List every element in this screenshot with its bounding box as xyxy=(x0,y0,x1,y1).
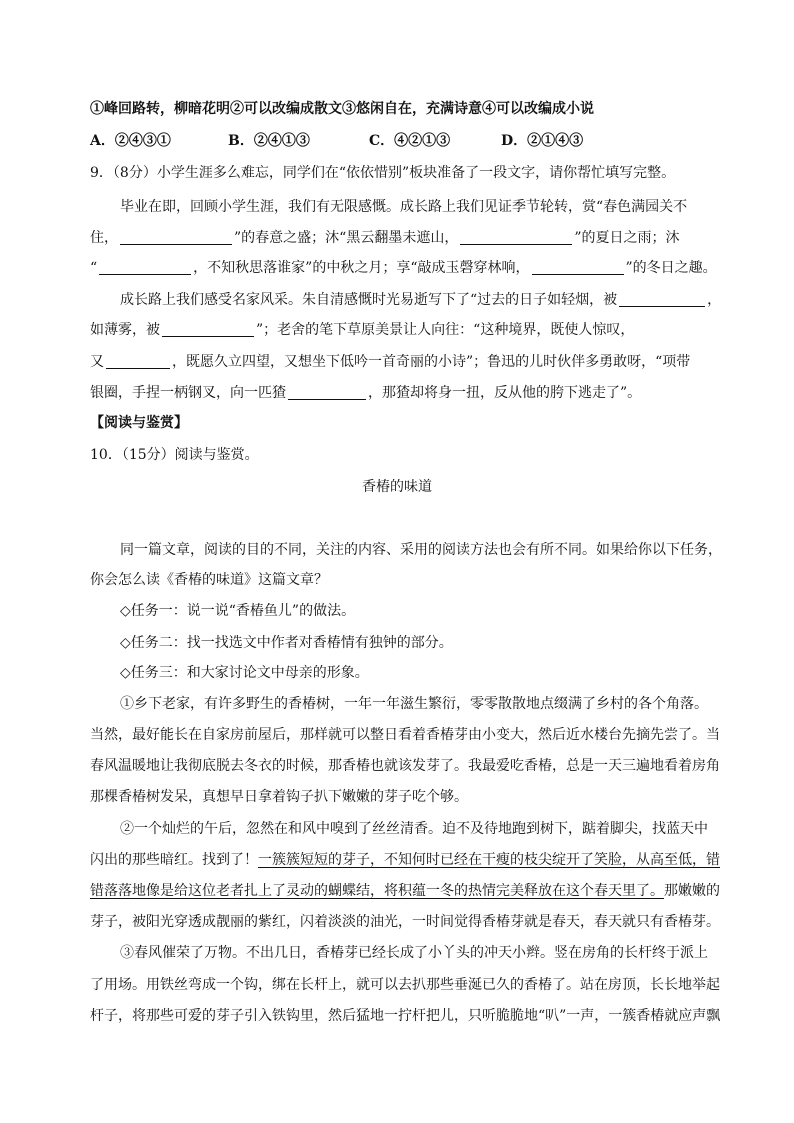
q9-header: 9．（8分）小学生涯多么难忘，同学们在“依依惜别”板块准备了一段文字，请你帮忙填写完整。 xyxy=(90,165,676,181)
para3-line1: ③春风催荣了万物。不出几日，香椿芽已经长成了小丫头的冲天小辫。竖在房角的长杆终于派上 xyxy=(120,945,708,961)
blank-6[interactable] xyxy=(162,322,254,337)
blank-2[interactable] xyxy=(460,230,572,245)
text: ”；老舍的笔下草原美景让人向往：“这种境界，既使人惊叹， xyxy=(256,322,635,338)
text: ，那猹却将身一扭，反从他的胯下逃走了”。 xyxy=(368,385,642,401)
text: ，既愿久立四望，又想坐下低吟一首奇丽的小诗”；鲁迅的儿时伙伴多勇敢呀，“项带 xyxy=(172,354,691,370)
text: “ xyxy=(90,260,98,276)
q9-p1-line1: 毕业在即，回顾小学生涯，我们有无限感慨。成长路上我们见证季节轮转，赏“春色满园关不 xyxy=(120,199,688,215)
text: 住， xyxy=(90,230,118,246)
para2-line1: ②一个灿烂的午后，忽然在和风中嗅到了丝丝清香。迫不及待地跑到树下，踮着脚尖，找蓝天中 xyxy=(120,821,708,837)
para2-line3 xyxy=(90,882,720,900)
text: 成长路上我们感受名家风采。朱自清感慨时光易逝写下了“过去的日子如轻烟，被 xyxy=(120,292,618,308)
text: ”的冬日之趣。 xyxy=(625,260,717,276)
task-1: ◇任务一：说一说“香椿鱼儿”的做法。 xyxy=(120,603,356,619)
text: 银圈，手捏一柄钢叉，向一匹猹 xyxy=(90,385,286,401)
text: 闪出的那些暗红。找到了！ xyxy=(90,852,258,868)
q8-choice-b: B．②④①③ xyxy=(228,133,310,149)
para3-line2: 了用场。用铁丝弯成一个钩，绑在长杆上，就可以去扒那些垂涎已久的香椿了。站在房顶，长长地举起 xyxy=(90,977,720,993)
intro-line2: 你会怎么读《香椿的味道》这篇文章？ xyxy=(90,572,328,588)
q8-options-line: ①峰回路转，柳暗花明②可以改编成散文③悠闲自在，充满诗意④可以改编成小说 xyxy=(90,101,594,117)
text: 又 xyxy=(90,354,104,370)
text: 那嫩嫩的 xyxy=(664,883,720,899)
task-3: ◇任务三：和大家讨论文中母亲的形象。 xyxy=(120,665,369,681)
para1-line2: 当然，最好能长在自家房前屋后，那样就可以整日看着香椿芽由小变大，然后近水楼台先摘先尝了。当 xyxy=(90,727,720,743)
text: ”的夏日之雨；沐 xyxy=(574,230,680,246)
q9-p2-line3 xyxy=(90,353,690,371)
q9-p2-line4 xyxy=(90,384,641,402)
task-2: ◇任务二：找一找选文中作者对香椿情有独钟的部分。 xyxy=(120,635,453,651)
blank-1[interactable] xyxy=(120,230,232,245)
q9-p2-line1 xyxy=(120,291,721,309)
para2-line4: 芽子，被阳光穿透成靓丽的紫红，闪着淡淡的油光，一时间觉得香椿芽就是春天，春天就只有香椿芽。 xyxy=(90,914,720,930)
q8-choice-a: A．②④③① xyxy=(90,133,171,149)
text: 如薄雾，被 xyxy=(90,322,160,338)
text: ， xyxy=(707,292,722,308)
blank-5[interactable] xyxy=(619,292,705,307)
q10-header: 10．（15分）阅读与鉴赏。 xyxy=(90,447,259,463)
blank-4[interactable] xyxy=(532,260,624,275)
q9-p1-line3 xyxy=(90,259,717,277)
para1-line1: ①乡下老家，有许多野生的香椿树，一年一年滋生繁衍，零零散散地点缀满了乡村的各个角落。 xyxy=(120,696,708,712)
section-label: 【阅读与鉴赏】 xyxy=(90,415,188,431)
text: ”的春意之盛；沐“黑云翻墨未遮山， xyxy=(234,230,459,246)
q8-choice-c: C．④②①③ xyxy=(369,133,451,149)
intro-line1: 同一篇文章，阅读的目的不同，关注的内容、采用的阅读方法也会有所不同。如果给你以下任务， xyxy=(120,542,722,558)
blank-7[interactable] xyxy=(106,354,170,369)
para1-line4: 那棵香椿树发呆，真想早日拿着钩子扒下嫩嫩的芽子吃个够。 xyxy=(90,789,468,805)
para2-line2 xyxy=(90,851,720,869)
article-title: 香椿的味道 xyxy=(362,479,432,495)
underlined-sentence: 错落落地像是给这位老者扎上了灵动的蝴蝶结，将积蕴一冬的热情完美释放在这个春天里了。 xyxy=(90,883,664,899)
blank-8[interactable] xyxy=(288,385,366,400)
q8-choice-d: D．②①④③ xyxy=(501,133,584,149)
q9-p2-line2 xyxy=(90,321,634,339)
text: ，不知秋思落谁家”的中秋之月；享“敲成玉磬穿林响， xyxy=(193,260,530,276)
para1-line3: 春风温暖地让我彻底脱去冬衣的时候，那香椿也就该发芽了。我最爱吃香椿，总是一天三遍地看着房角 xyxy=(90,758,720,774)
para3-line3: 杆子，将那些可爱的芽子引入铁钩里，然后猛地一拧杆把儿，只听脆脆地“叭”一声，一簇香椿就应声飘 xyxy=(90,1008,721,1024)
underlined-sentence: 一簇簇短短的芽子，不知何时已经在干瘦的枝尖绽开了笑脸，从高至低，错 xyxy=(258,852,720,868)
blank-3[interactable] xyxy=(99,260,191,275)
q9-p1-line2 xyxy=(90,229,680,247)
